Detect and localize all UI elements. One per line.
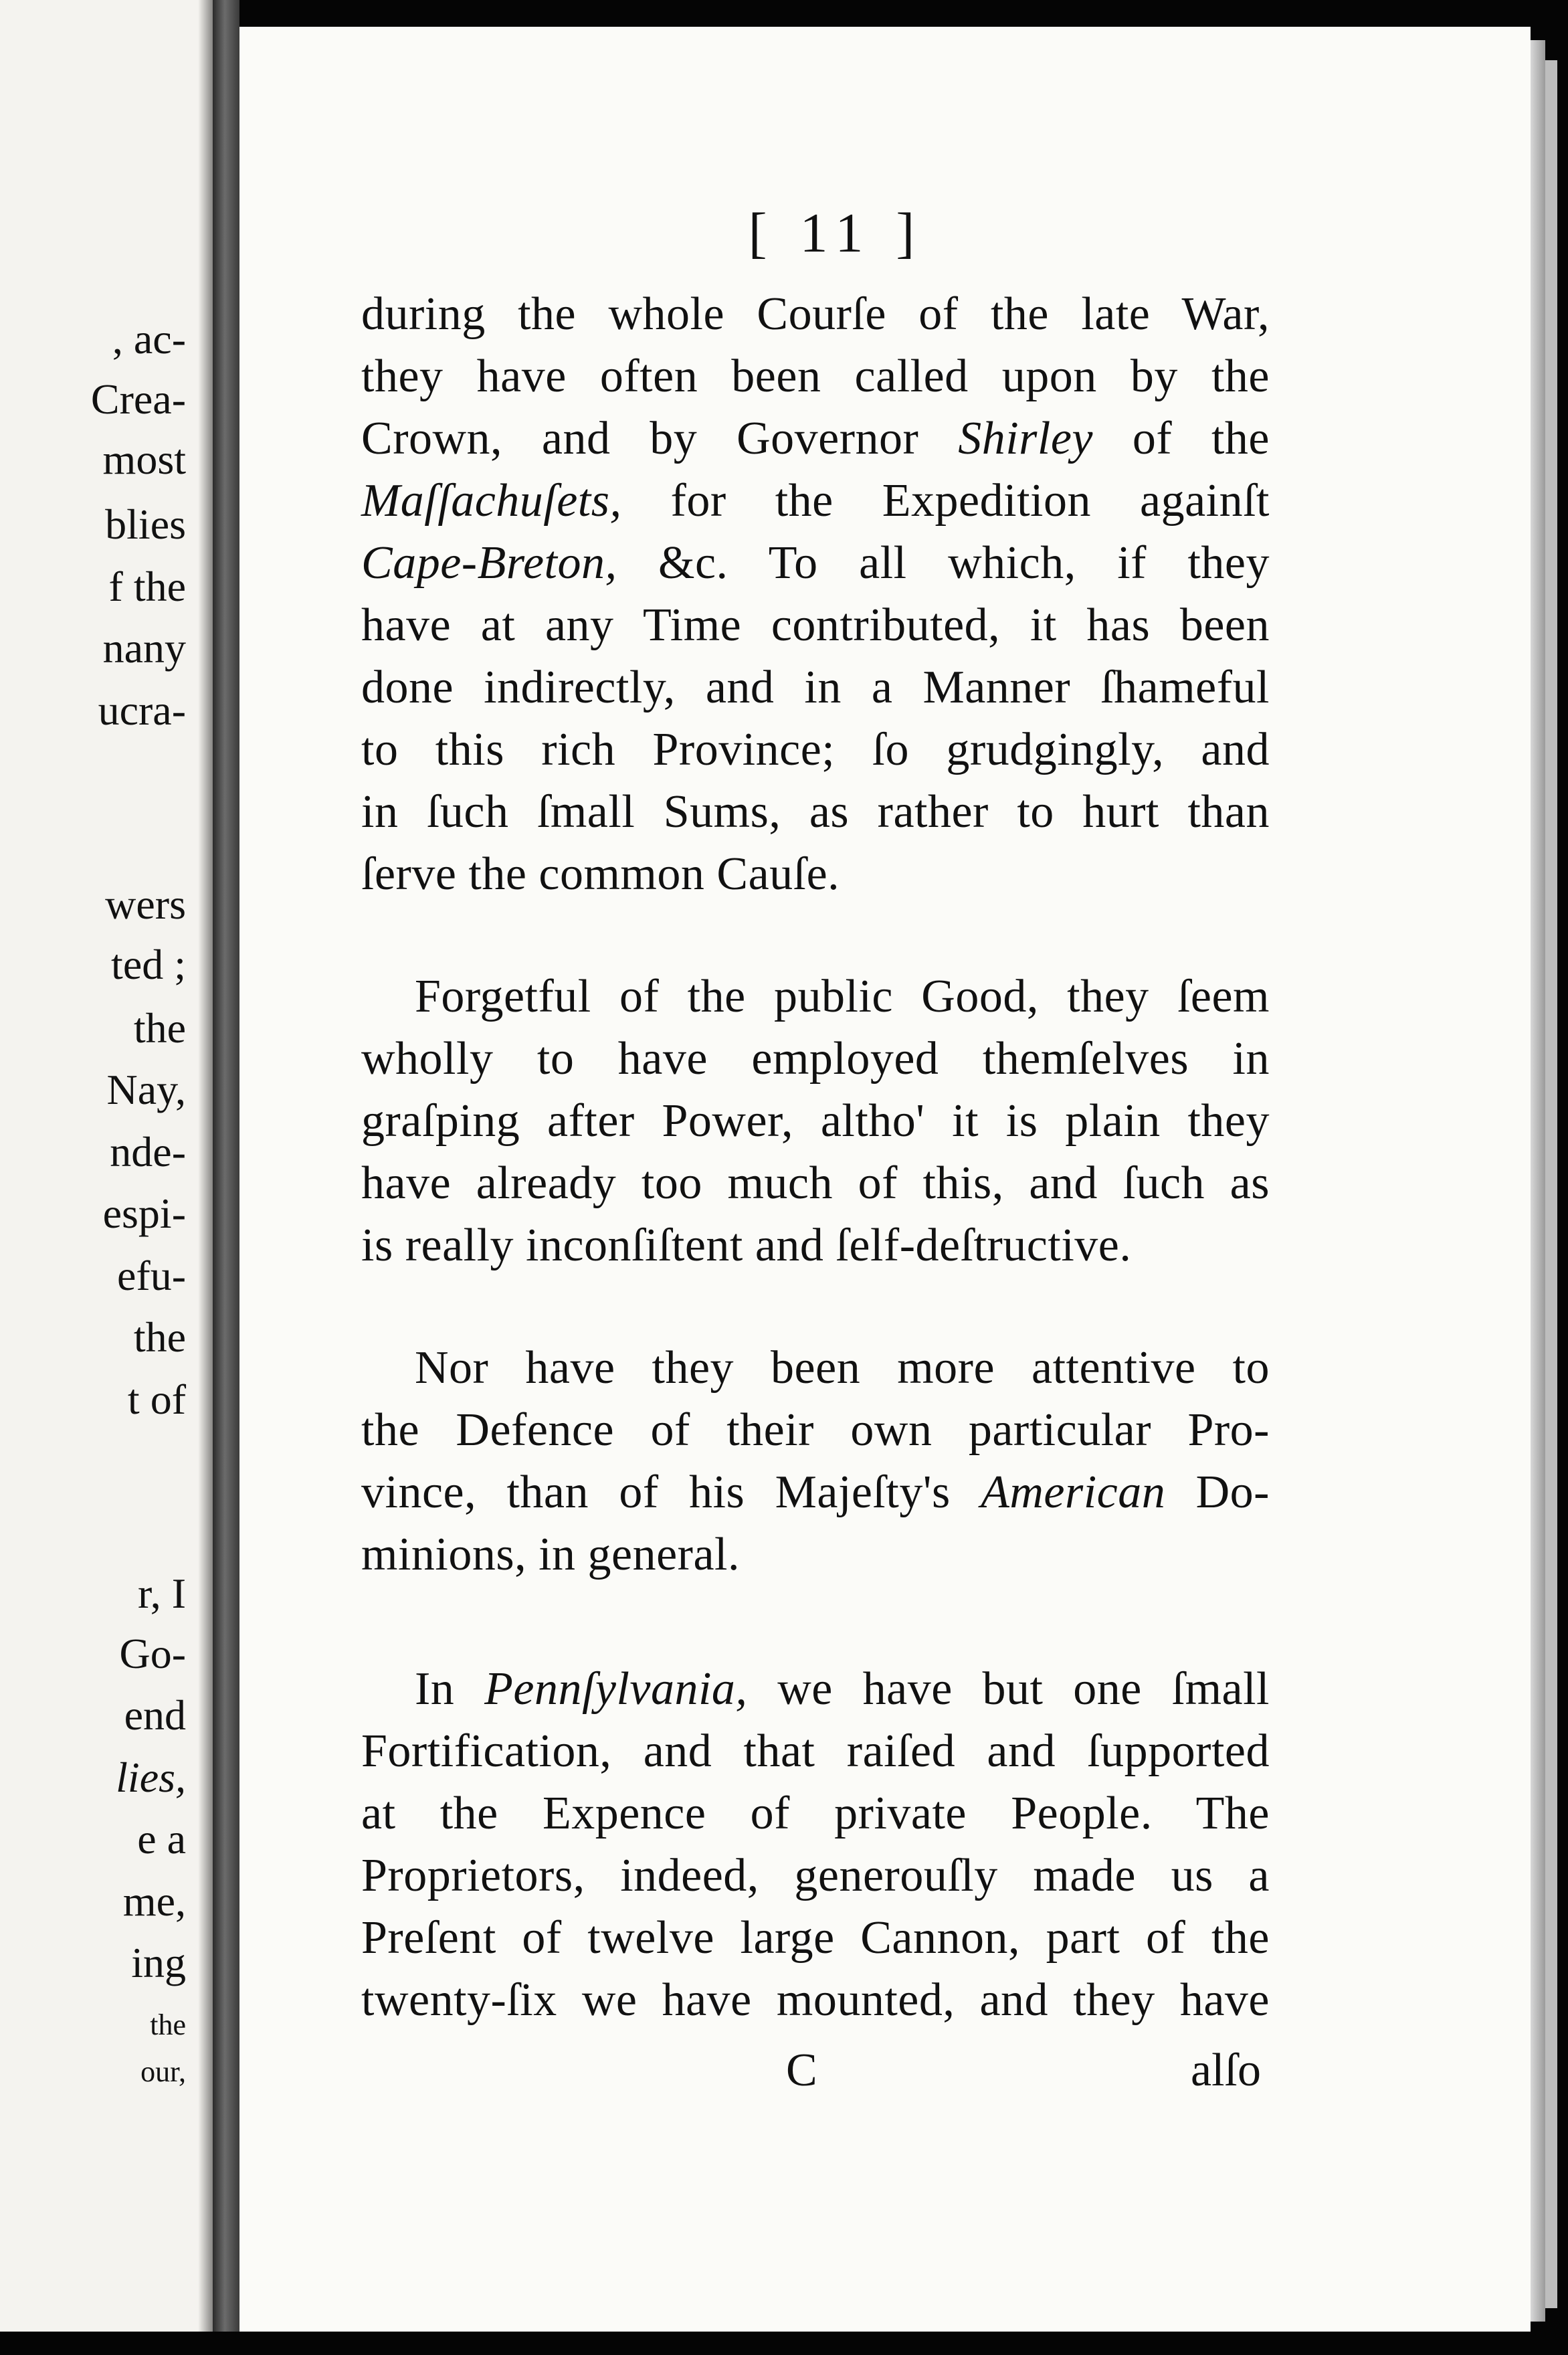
text-line: Cape-Breton, &c. To all which, if they [361, 537, 1270, 589]
left-fragment: t of [127, 1376, 186, 1423]
text-line: In Pennſylvania, we have but one ſmall [415, 1663, 1270, 1715]
text-line: wholly to have employed themſelves in [361, 1033, 1270, 1085]
text-line: twenty-ſix we have mounted, and they have [361, 1974, 1270, 2026]
text-line: in ſuch ſmall Sums, as rather to hurt than [361, 786, 1270, 838]
left-fragment: Go- [119, 1630, 186, 1677]
gutter [213, 0, 239, 2332]
text-line: Fortification, and that raiſed and ſupported [361, 1725, 1270, 1777]
left-fragment: f the [108, 563, 186, 610]
left-fragment: ted ; [111, 941, 186, 988]
text-line: minions, in general. [361, 1529, 741, 1580]
left-fragment: nde- [110, 1128, 186, 1175]
signature-mark: C [786, 2045, 817, 2096]
left-fragment: end [124, 1691, 186, 1739]
left-fragment: our, [140, 2055, 186, 2088]
text-line: Proprietors, indeed, generouſly made us a [361, 1850, 1270, 1901]
left-fragment: Crea- [90, 375, 186, 423]
text-line: vince, than of his Majeſty's American Do- [361, 1467, 1270, 1518]
text-line: Preſent of twelve large Cannon, part of the [361, 1912, 1270, 1964]
left-fragment: the [150, 2008, 186, 2041]
text-line: to this rich Province; ſo grudgingly, and [361, 724, 1270, 775]
left-fragment: blies [105, 500, 186, 548]
text-line: have already too much of this, and ſuch as [361, 1157, 1270, 1209]
left-fragment: me, [122, 1877, 186, 1925]
text-line: have at any Time contributed, it has been [361, 599, 1270, 651]
left-page-fragment [0, 0, 213, 2332]
text-line: Maſſachuſets, for the Expedition againſt [361, 475, 1270, 527]
text-line: the Defence of their own particular Pro- [361, 1404, 1270, 1456]
catchword: alſo [1191, 2045, 1261, 2096]
left-fragment: wers [105, 880, 186, 928]
text-line: done indirectly, and in a Manner ſhameful [361, 662, 1270, 713]
left-fragment: e a [137, 1815, 186, 1863]
text-line: Nor have they been more attentive to [415, 1342, 1270, 1394]
text-line: graſping after Power, altho' it is plain they [361, 1095, 1270, 1147]
left-fragment: efu- [116, 1252, 186, 1299]
text-line: they have often been called upon by the [361, 351, 1270, 402]
text-line: ſerve the common Cauſe. [361, 848, 840, 900]
left-fragment: Nay, [106, 1066, 186, 1113]
text-line: during the whole Courſe of the late War, [361, 288, 1270, 340]
text-line: is really inconſiſtent and ſelf-deſtructive. [361, 1220, 1132, 1271]
text-line: at the Expence of private People. The [361, 1788, 1270, 1839]
left-fragment: espi- [102, 1190, 186, 1237]
text-line: Crown, and by Governor Shirley of the [361, 413, 1270, 464]
left-fragment: ucra- [98, 686, 186, 734]
left-fragment: most [102, 436, 186, 483]
page-edge [1531, 40, 1545, 2322]
left-fragment: nany [102, 624, 186, 672]
text-line: Forgetful of the public Good, they ſeem [415, 971, 1270, 1022]
left-fragment: the [133, 1313, 186, 1361]
page-edge [1545, 60, 1557, 2308]
page-number: [ 11 ] [748, 202, 924, 264]
left-fragment: , ac- [112, 315, 186, 363]
left-fragment: the [133, 1004, 186, 1052]
left-fragment: lies, [116, 1754, 186, 1801]
left-page-shadow [198, 0, 213, 2332]
left-fragment: ing [131, 1939, 186, 1986]
left-fragment: r, I [137, 1570, 186, 1617]
